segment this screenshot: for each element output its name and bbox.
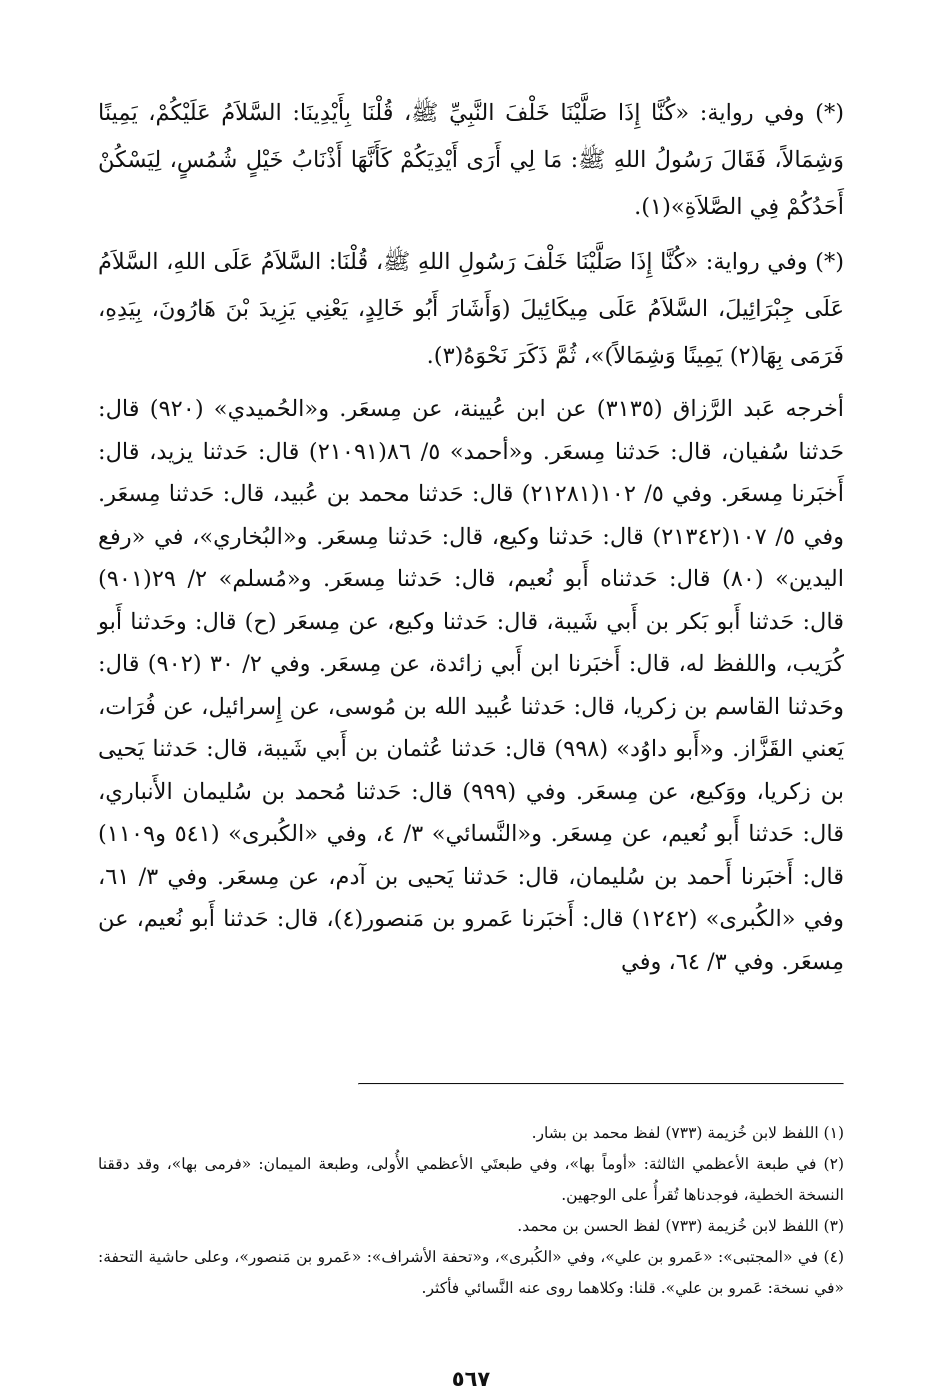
footnote-3: (٣) اللفظ لابن خُزيمة (٧٣٣) لفظ الحسن بن محمد. [517, 1217, 844, 1235]
footnote-1: (١) اللفظ لابن خُزيمة (٧٣٣) لفظ محمد بن بشار. [531, 1124, 844, 1142]
takhrij-paragraph: أخرجه عَبد الرَّزاق (٣١٣٥) عن ابن عُيينة، عن مِسعَر. و«الحُميدي» (٩٢٠) قال: حَدثنا سُفيان، قال: حَدثنا مِسعَر. و«أحمد» ٥/ ٨٦(٢١٠٩١) قال: حَدثنا يزيد، قال: أَخبَرنا مِسعَر. وفي ٥/ ١٠٢(٢١٢٨١) قال: حَدثنا محمد بن عُبيد، قال: حَدثنا مِسعَر. وفي ٥/ ١٠٧(٢١٣٤٢) قال: حَدثنا وكيع، قال: حَدثنا مِسعَر. و«البُخاري»، في «رفع اليدين» (٨٠) قال: حَدثناه أَبو نُعيم، قال: حَدثنا مِسعَر. و«مُسلم» ٢/ ٢٩(٩٠١) قال: حَدثنا أَبو بَكر بن أَبي شَيبة، قال: حَدثنا وكيع، عن مِسعَر (ح) قال: وحَدثنا أَبو كُرَيب، واللفظ له، قال: أَخبَرنا ابن أَبي زائدة، عن مِسعَر. وفي ٢/ ٣٠ (٩٠٢) قال: وحَدثنا القاسم بن زكريا، قال: حَدثنا عُبيد الله بن مُوسى، عن إِسرائيل، عن فُرَات، يَعني القَزَّاز. و«أَبو داوُد» (٩٩٨) قال: حَدثنا عُثمان بن أَبي شَيبة، قال: حَدثنا يَحيى بن زكريا، ووَكيع، عن مِسعَر. وفي (٩٩٩) قال: حَدثنا مُحمد بن سُليمان الأَنباري، قال: حَدثنا أَبو نُعيم، عن مِسعَر. و«النَّسائي» ٣/ ٤، وفي «الكُبرى» (٥٤١ و١١٠٩) قال: أَخبَرنا أَحمد بن سُليمان، قال: حَدثنا يَحيى بن آدم، عن مِسعَر. وفي ٣/ ٦١، وفي «الكُبرى» (١٢٤٢) قال: أَخبَرنا عَمرو بن مَنصور(٤)، قال: حَدثنا أَبو نُعيم، عن مِسعَر. وفي ٣/ ٦٤، وفي [98, 396, 845, 975]
footnote-4: (٤) في «المجتبى»: «عَمرو بن علي»، وفي «الكُبرى»، و«تحفة الأشراف»: «عَمرو بن مَنصور»، وعلى حاشية التحفة: «في نسخة: عَمرو بن علي». قلنا: وكلاهما روى عنه النَّسائي فأكثر. [98, 1248, 844, 1297]
footnote-separator [358, 1083, 844, 1085]
main-text [98, 90, 844, 983]
book-page [98, 90, 845, 1391]
hadith-paragraph-2: (*) وفي رواية: «كُنَّا إِذَا صَلَّيْنَا خَلْفَ رَسُولِ اللهِ ﷺ، قُلْنَا: السَّلاَمُ عَلَى اللهِ، السَّلاَمُ عَلَى جِبْرَائِيلَ، السَّلاَمُ عَلَى مِيكَائِيلَ (وَأَشَارَ أَبُو خَالِدٍ، يَعْنِي يَزِيدَ بْنَ هَارُونَ، بِيَدِهِ، فَرَمَى بِهَا(٢) يَمِينًا وَشِمَالاً)»، ثُمَّ ذَكَرَ نَحْوَهُ(٣). [98, 249, 844, 369]
footnote-2: (٢) في طبعة الأعظمي الثالثة: «أوماً بها»، وفي طبعتَي الأعظمي الأُولى، وطبعة الميمان: «فرمى بها»، وقد دققنا النسخة الخطية، فوجدناها تُقرأُ على الوجهين. [98, 1155, 844, 1204]
hadith-paragraph-1: (*) وفي رواية: «كُنَّا إِذَا صَلَّيْنَا خَلْفَ النَّبِيِّ ﷺ، قُلْنَا بِأَيْدِينَا: السَّلاَمُ عَلَيْكُمْ، يَمِينًا وَشِمَالاً، فَقَالَ رَسُولُ اللهِ ﷺ: مَا لِي أَرَى أَيْدِيَكُمْ كَأَنَّهَا أَذْنَابُ خَيْلٍ شُمُسٍ، لِيَسْكُنْ أَحَدُكُمْ فِي الصَّلاَةِ»(١). [98, 100, 844, 220]
footnotes [98, 1118, 844, 1304]
page-number: ٥٦٧ [451, 1367, 491, 1391]
